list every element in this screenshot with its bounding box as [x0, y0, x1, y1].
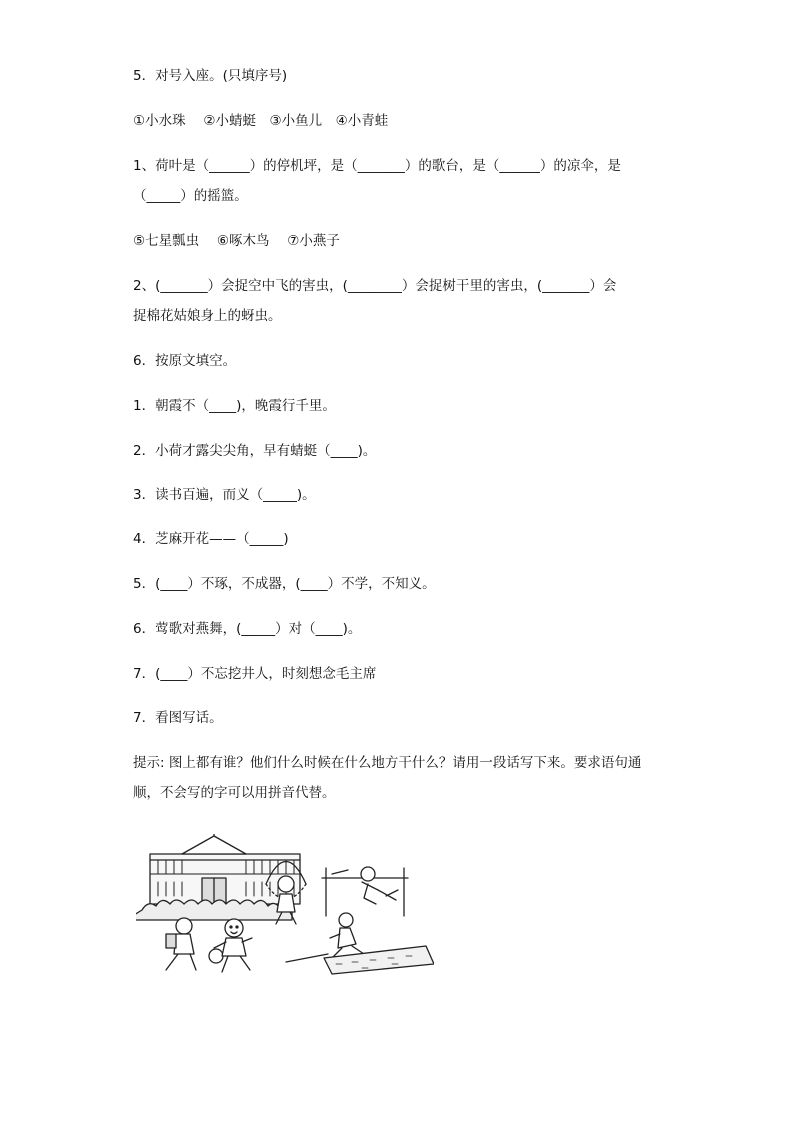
- q6-item-3: 3．读书百遍，而义（_____)。: [133, 487, 316, 503]
- high-jump: [322, 867, 408, 916]
- q6-item-4: 4．芝麻开花——（_____): [133, 531, 289, 547]
- q5-item2-line1: 2、(_______）会捉空中飞的害虫，(________）会捉树干里的害虫，(_______）会: [133, 278, 617, 294]
- q5-heading: 5．对号入座。(只填序号): [133, 68, 288, 84]
- kicking-child: [214, 919, 252, 972]
- q6-item-2: 2．小荷才露尖尖角，早有蜻蜓（____)。: [133, 443, 377, 459]
- q5-options-1: ①小水珠 ②小蜻蜓 ③小鱼儿 ④小青蛙: [133, 113, 389, 129]
- walking-child: [166, 918, 196, 970]
- sand-pit: [286, 946, 434, 974]
- q5-item2-line2: 捉棉花姑娘身上的蚜虫。: [133, 308, 282, 324]
- school-building: [150, 834, 300, 904]
- q5-item1-line1: 1、荷叶是（______）的停机坪，是（_______）的歌台，是（______）的凉伞，是: [133, 158, 621, 174]
- q6-item-1: 1．朝霞不（____)，晚霞行千里。: [133, 398, 336, 414]
- q6-item-7: 7．(____）不忘挖井人，时刻想念毛主席: [133, 666, 377, 682]
- q5-item1-line2: （_____）的摇篮。: [133, 188, 248, 204]
- q7-hint: 提示: 图上都有谁？他们什么时候在什么地方干什么？请用一段话写下来。要求语句通顺，不会写的字可以用拼音代替。: [133, 755, 642, 801]
- q6-item-6: 6．莺歌对燕舞，(_____）对（____)。: [133, 621, 362, 637]
- schoolyard-illustration: [136, 834, 434, 984]
- q5-options-2: ⑤七星瓢虫 ⑥啄木鸟 ⑦小燕子: [133, 233, 340, 249]
- q6-item-5: 5．(____）不琢，不成器，(____）不学，不知义。: [133, 576, 436, 592]
- q6-heading: 6．按原文填空。: [133, 353, 237, 369]
- ball: [209, 949, 223, 963]
- running-child: [330, 913, 364, 958]
- q7-heading: 7．看图写话。: [133, 710, 223, 726]
